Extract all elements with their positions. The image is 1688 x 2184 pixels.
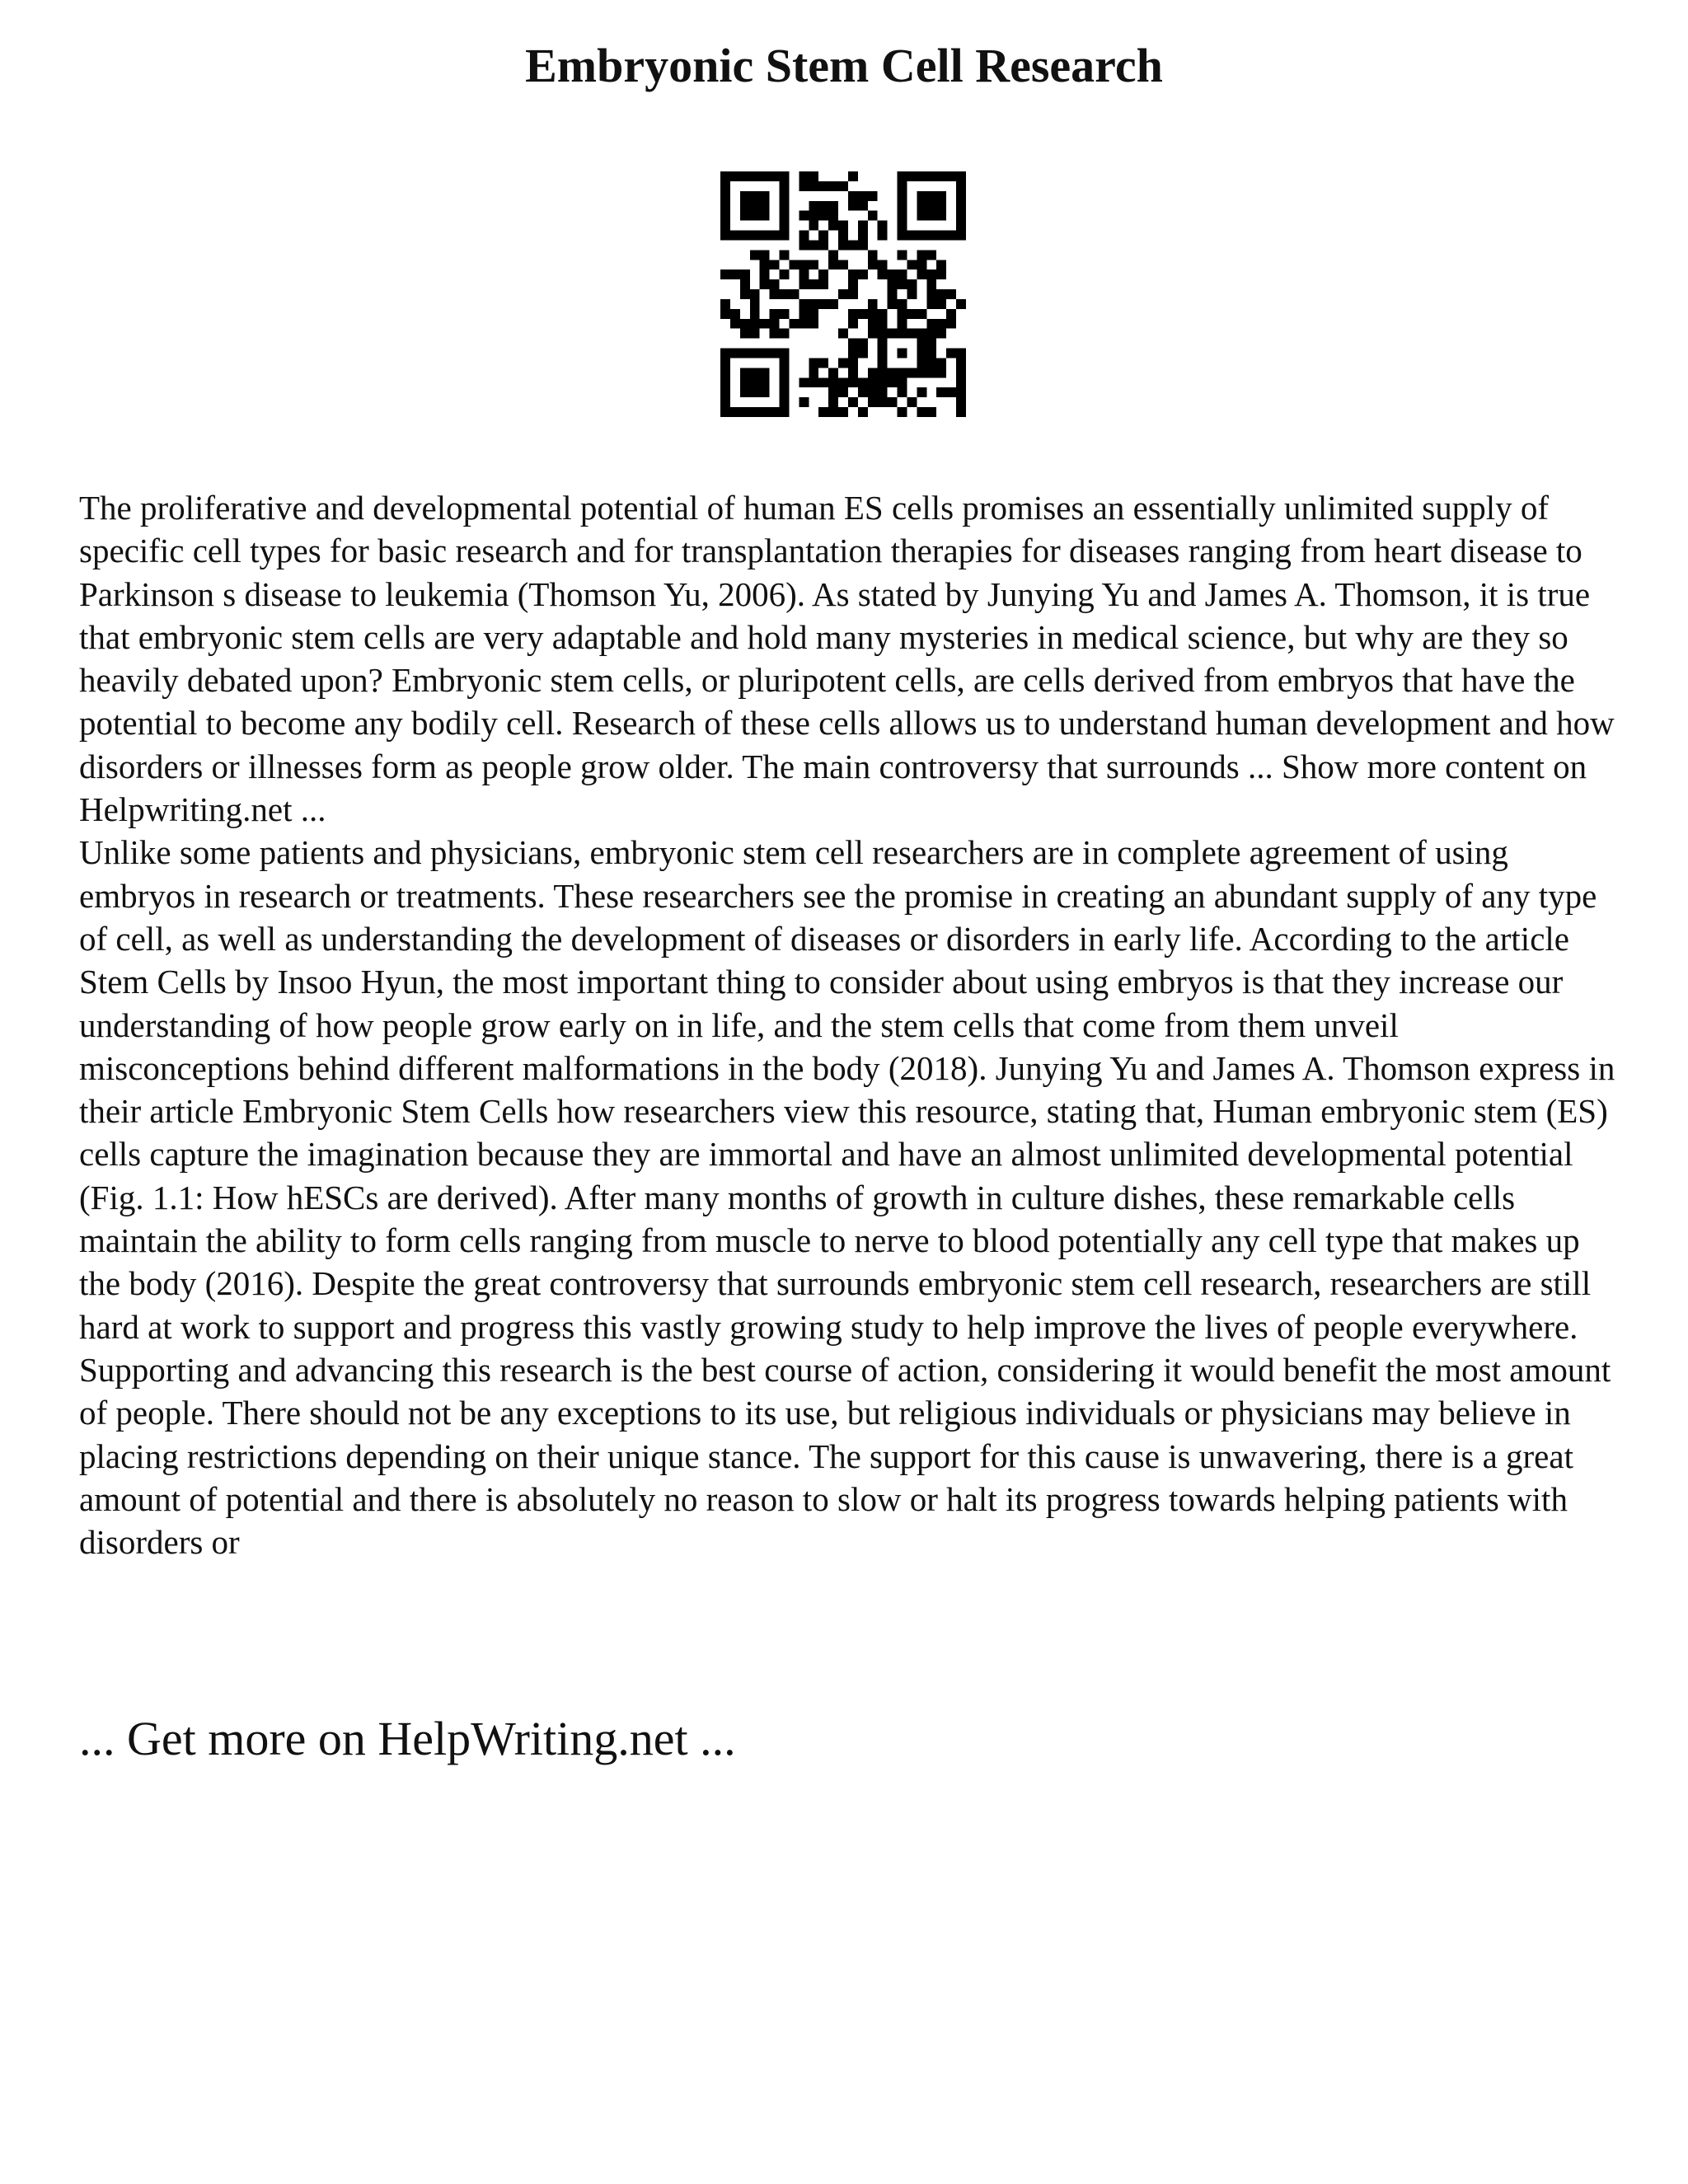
get-more-link[interactable]: ... Get more on HelpWriting.net ... (79, 1712, 736, 1765)
paragraph-main: Unlike some patients and physicians, embryonic stem cell researchers are in complete agreement of using embryos in research or treatments. These researchers see the promise in creating an abundant supply of any type of cell, as well as understanding the development of diseases or disorders in early life. According to the article Stem Cells by Insoo Hyun, the most important thing to consider about using embryos is that they increase our understanding of how people grow early on in life, and the stem cells that come from them unveil misconceptions behind different malformations in the body (2018). Junying Yu and James A. Thomson express in their article Embryonic Stem Cells how researchers view this resource, stating that, Human embryonic stem (ES) cells capture the imagination because they are immortal and have an almost unlimited developmental potential (Fig. 1.1: How hESCs are derived). After many months of growth in culture dishes, these remarkable cells maintain the ability to form cells ranging from muscle to nerve to blood potentially any cell type that makes up the body (2016). Despite the great controversy that surrounds embryonic stem cell research, researchers are still hard at work to support and progress this vastly growing study to help improve the lives of people everywhere. Supporting and advancing this research is the best course of action, considering it would benefit the most amount of people. There should not be any exceptions to its use, but religious individuals or physicians may believe in placing restrictions depending on their unique stance. The support for this cause is unwavering, there is a great amount of potential and there is absolutely no reason to slow or halt its progress towards helping patients with disorders or (79, 833, 1615, 1562)
paragraph-intro: The proliferative and developmental potential of human ES cells promises an essentially unlimited supply of specific cell types for basic research and for transplantation therapies for diseases ranging from heart disease to Parkinson s disease to leukemia (Thomson Yu, 2006). As stated by Junying Yu and James A. Thomson, it is true that embryonic stem cells are very adaptable and hold many mysteries in medical science, but why are they so heavily debated upon? Embryonic stem cells, or pluripotent cells, are cells derived from embryos that have the potential to become any bodily cell. Research of these cells allows us to understand human development and how disorders or illnesses form as people grow older. The main controversy that surrounds ... Show more content on Helpwriting.net ... (79, 489, 1615, 829)
document-body (79, 486, 1615, 1563)
page-title: Embryonic Stem Cell Research (525, 39, 1163, 92)
qr-code-icon (720, 171, 966, 417)
qr-code-graphic (720, 171, 966, 417)
